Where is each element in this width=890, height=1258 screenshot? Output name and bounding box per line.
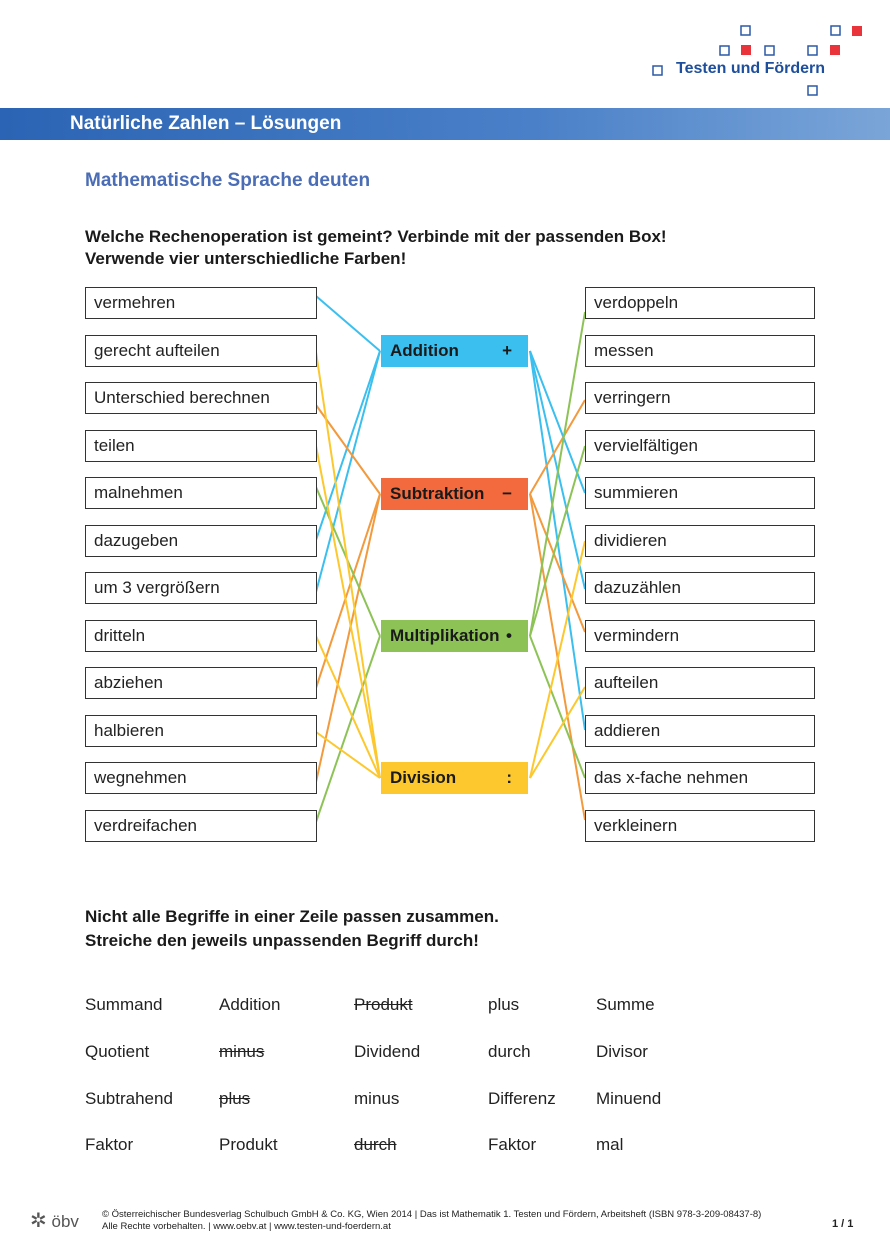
operation-box-multiplikation	[381, 620, 528, 652]
connection-line	[316, 296, 380, 351]
connection-line	[530, 687, 585, 778]
task2-instruction-line1: Nicht alle Begriffe in einer Zeile passen zusammen.	[85, 907, 499, 926]
left-term-box: dazugeben	[85, 525, 317, 557]
operation-label: Subtraktion	[390, 484, 485, 503]
grid-word: Quotient	[85, 1042, 150, 1061]
footer-copyright: © Österreichischer Bundesverlag Schulbuch GmbH & Co. KG, Wien 2014 | Das ist Mathematik 1. Testen und Fördern, Arbeitsheft (ISBN 978-3-209-08437-8)	[102, 1209, 762, 1220]
left-term-box: Unterschied berechnen	[85, 382, 317, 414]
grid-word: Dividend	[354, 1042, 421, 1061]
grid-word: mal	[596, 1135, 624, 1154]
task1-instruction-line1: Welche Rechenoperation ist gemeint? Verbinde mit der passenden Box!	[85, 227, 667, 246]
operation-symbol: +	[502, 341, 512, 360]
left-term-box: vermehren	[85, 287, 317, 319]
left-term-box: halbieren	[85, 715, 317, 747]
grid-word: plus	[488, 995, 520, 1014]
left-term-box: um 3 vergrößern	[85, 572, 317, 604]
task2-instruction-line2: Streiche den jeweils unpassenden Begriff durch!	[85, 931, 479, 950]
grid-word: Subtrahend	[85, 1089, 173, 1108]
grid-word: Divisor	[596, 1042, 648, 1061]
right-term-box: das x-fache nehmen	[585, 762, 815, 794]
operation-label: Multiplikation	[390, 626, 500, 645]
grid-word: Addition	[219, 995, 281, 1014]
oebv-icon: ✲	[30, 1210, 47, 1232]
left-term-box: teilen	[85, 430, 317, 462]
grid-word: durch	[488, 1042, 531, 1061]
right-term-box: verkleinern	[585, 810, 815, 842]
operation-box-addition	[381, 335, 528, 367]
struck-word: plus	[219, 1089, 251, 1108]
operation-label: Division	[390, 768, 457, 787]
left-term-box: verdreifachen	[85, 810, 317, 842]
grid-word: Minuend	[596, 1089, 662, 1108]
grid-word: Summand	[85, 995, 163, 1014]
connection-line	[530, 494, 585, 632]
right-term-box: summieren	[585, 477, 815, 509]
left-term-box: abziehen	[85, 667, 317, 699]
operation-symbol: •	[506, 626, 512, 645]
right-term-box: dividieren	[585, 525, 815, 557]
connection-line	[316, 636, 380, 778]
section-title: Mathematische Sprache deuten	[85, 170, 371, 191]
connection-line	[316, 351, 380, 592]
left-term-box: malnehmen	[85, 477, 317, 509]
task1-instruction-line2: Verwende vier unterschiedliche Farben!	[85, 249, 407, 268]
grid-word: Summe	[596, 995, 655, 1014]
operation-box-subtraktion	[381, 478, 528, 510]
operation-symbol: :	[506, 768, 512, 787]
grid-word: Differenz	[488, 1089, 556, 1108]
grid-word: Produkt	[219, 1135, 278, 1154]
operation-box-division	[381, 762, 528, 794]
right-term-box: verdoppeln	[585, 287, 815, 319]
banner-title: Natürliche Zahlen – Lösungen	[70, 113, 342, 134]
right-term-box: addieren	[585, 715, 815, 747]
right-term-box: dazuzählen	[585, 572, 815, 604]
struck-word: durch	[354, 1135, 397, 1154]
operation-symbol: −	[502, 484, 512, 503]
connection-line	[316, 352, 380, 778]
operation-label: Addition	[390, 341, 459, 360]
left-term-box: wegnehmen	[85, 762, 317, 794]
publisher-logo	[30, 1208, 79, 1233]
footer-rights: Alle Rechte vorbehalten. | www.oebv.at | www.testen-und-foerdern.at	[102, 1221, 391, 1232]
publisher-logo-text: öbv	[51, 1212, 79, 1231]
right-term-box: vervielfältigen	[585, 430, 815, 462]
right-term-box: aufteilen	[585, 667, 815, 699]
grid-word: minus	[354, 1089, 400, 1108]
left-term-box: gerecht aufteilen	[85, 335, 317, 367]
right-term-box: vermindern	[585, 620, 815, 652]
struck-word: minus	[219, 1042, 265, 1061]
struck-word: Produkt	[354, 995, 413, 1014]
right-term-box: verringern	[585, 382, 815, 414]
grid-word: Faktor	[488, 1135, 537, 1154]
page-number: 1 / 1	[832, 1218, 854, 1230]
grid-word: Faktor	[85, 1135, 134, 1154]
brand-name: Testen und Fördern	[676, 60, 826, 77]
right-term-box: messen	[585, 335, 815, 367]
left-term-box: dritteln	[85, 620, 317, 652]
